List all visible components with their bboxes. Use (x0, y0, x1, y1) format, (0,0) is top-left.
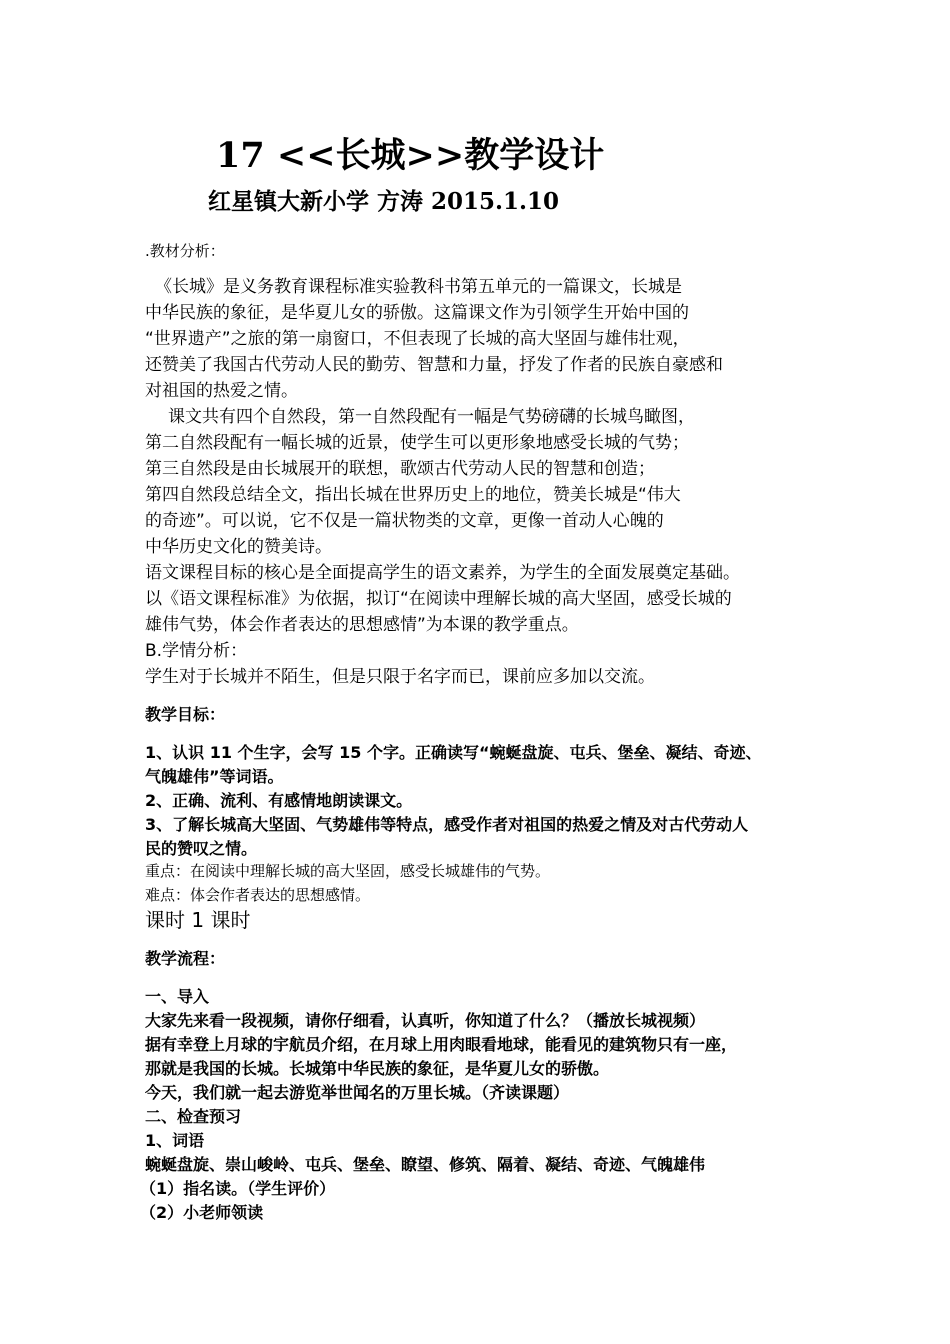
student-text: 学生对于长城并不陌生，但是只限于名字而已，课前应多加以交流。 (145, 667, 655, 687)
paragraph-line: 中华历史文化的赞美诗。 (145, 537, 332, 557)
goal-line: 1、认识 11 个生字，会写 15 个字。正确读写“蜿蜒盘旋、屯兵、堡垒、凝结、奇迹、 (145, 743, 762, 762)
process-heading: 教学流程： (145, 949, 226, 968)
goal-line: 气魄雄伟”等词语。 (145, 767, 284, 786)
paragraph-line: 以《语文课程标准》为依据，拟订“在阅读中理解长城的高大坚固，感受长城的 (145, 589, 732, 609)
paragraph-line: 的奇迹”。可以说，它不仅是一篇状物类的文章，更像一首动人心魄的 (145, 511, 664, 531)
document-title: 17 <<长城>>教学设计 (216, 135, 605, 176)
paragraph-line: 中华民族的象征，是华夏儿女的骄傲。这篇课文作为引领学生开始中国的 (145, 303, 689, 323)
paragraph-line: “世界遗产”之旅的第一扇窗口，不但表现了长城的高大坚固与雄伟壮观， (145, 329, 690, 349)
paragraph-line: 课文共有四个自然段，第一自然段配有一幅是气势磅礴的长城鸟瞰图， (168, 407, 695, 427)
goal-line: 3、了解长城高大坚固、气势雄伟等特点，感受作者对祖国的热爱之情及对古代劳动人 (145, 815, 749, 834)
material-heading: .教材分析： (145, 242, 225, 260)
section1-line: 那就是我国的长城。长城第中华民族的象征，是华夏儿女的骄傲。 (145, 1059, 610, 1078)
section1-line: 大家先来看一段视频，请你仔细看，认真听，你知道了什么？（播放长城视频） (145, 1011, 706, 1030)
class-hours: 课时 1 课时 (145, 908, 251, 932)
goal-line: 民的赞叹之情。 (145, 839, 258, 858)
section1-heading: 一、导入 (145, 987, 210, 1006)
goal-line: 2、正确、流利、有感情地朗读课文。 (145, 791, 413, 810)
section1-line: 据有幸登上月球的宇航员介绍，在月球上用肉眼看地球，能看见的建筑物只有一座， (145, 1035, 738, 1054)
paragraph-line: 对祖国的热爱之情。 (145, 381, 298, 401)
paragraph-line: 雄伟气势，体会作者表达的思想感情”为本课的教学重点。 (145, 615, 579, 635)
paragraph-line: 《长城》是义务教育课程标准实验教科书第五单元的一篇课文，长城是 (155, 277, 682, 297)
goals-heading: 教学目标： (145, 705, 226, 724)
section2-step: （2）小老师领读 (140, 1203, 264, 1222)
section2-heading: 二、检查预习 (145, 1107, 242, 1126)
paragraph-line: 语文课程目标的核心是全面提高学生的语文素养，为学生的全面发展奠定基础。 (145, 563, 740, 583)
difficult-point: 难点：体会作者表达的思想感情。 (145, 886, 371, 904)
section2-step: （1）指名读。（学生评价） (140, 1179, 336, 1198)
section1-line: 今天，我们就一起去游览举世闻名的万里长城。（齐读课题） (145, 1083, 570, 1102)
paragraph-line: 第三自然段是由长城展开的联想，歌颂古代劳动人民的智慧和创造； (145, 459, 655, 479)
section2-sub: 1、词语 (145, 1131, 205, 1150)
section2-words: 蜿蜒盘旋、崇山峻岭、屯兵、堡垒、瞭望、修筑、隔着、凝结、奇迹、气魄雄伟 (145, 1155, 706, 1174)
key-point: 重点：在阅读中理解长城的高大坚固，感受长城雄伟的气势。 (145, 862, 551, 880)
paragraph-line: 还赞美了我国古代劳动人民的勤劳、智慧和力量，抒发了作者的民族自豪感和 (145, 355, 723, 375)
document-subtitle: 红星镇大新小学 方涛 2015.1.10 (208, 188, 560, 215)
paragraph-line: 第四自然段总结全文，指出长城在世界历史上的地位，赞美长城是“伟大 (145, 485, 681, 505)
student-heading: B.学情分析： (145, 641, 248, 661)
paragraph-line: 第二自然段配有一幅长城的近景，使学生可以更形象地感受长城的气势； (145, 433, 689, 453)
